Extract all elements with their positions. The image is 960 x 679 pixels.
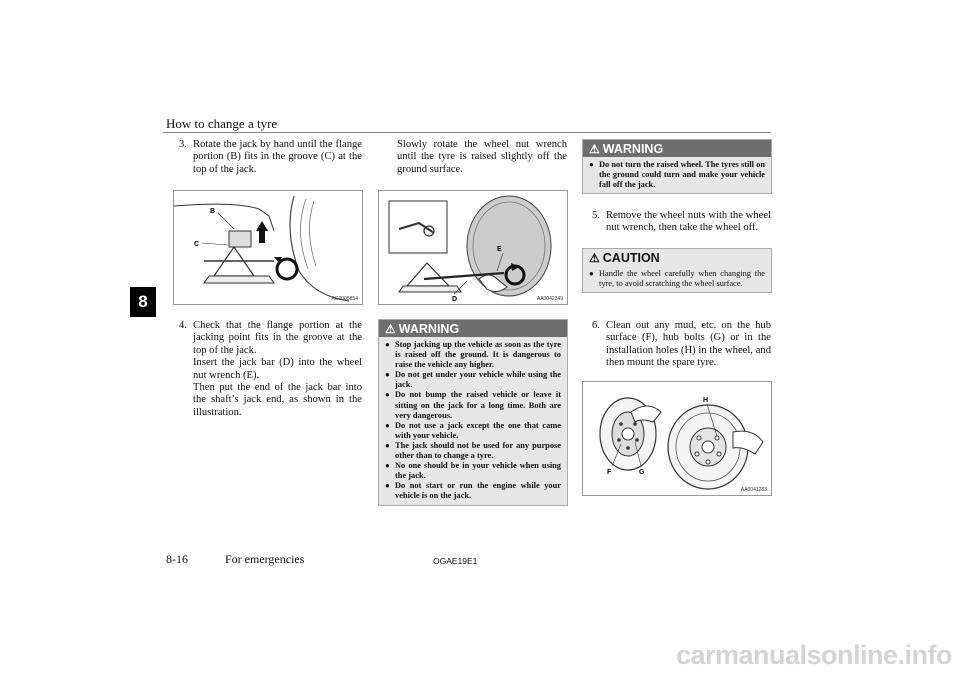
step-4 [179,320,362,419]
warning-header [583,140,771,157]
label-d: D [452,296,458,303]
step-6 [592,320,771,370]
warning-triangle-icon: ⚠ [589,141,600,156]
warning-box-jacking [378,319,568,506]
figure-code: AA0041283 [740,487,767,493]
document-code: OGAE19E1 [433,556,478,566]
caution-triangle-icon: ⚠ [589,250,600,265]
section-name: For emergencies [225,552,305,566]
page-header-title: How to change a tyre [166,116,278,131]
bullet-icon: ● [385,370,390,380]
step-number: 6. [592,320,600,331]
caution-item: ● Handle the wheel carefully when changing the tyre, to avoid scratching the wheel surface. [589,269,765,289]
warning-item: ● Stop jacking up the vehicle as soon as the tyre is raised off the ground. It is dangerous to raise the vehicle any higher. [385,340,561,370]
bullet-icon: ● [589,160,594,169]
bullet-icon: ● [385,420,390,430]
warning-box-wheel [582,139,772,194]
warning-triangle-icon: ⚠ [385,321,396,336]
header-rule [163,132,771,133]
label-f: F [607,469,612,476]
step-number: 3. [179,139,187,150]
warning-title: WARNING [602,141,664,156]
bullet-icon: ● [385,440,390,450]
warning-item: ● No one should be in your vehicle when using the jack. [385,461,561,481]
bullet-icon: ● [385,481,390,491]
label-e: E [497,246,502,253]
warning-item: ● The jack should not be used for any purpose other than to change a tyre. [385,440,561,461]
step-text: Remove the wheel nuts with the wheel nut wrench, then take the wheel off. [606,210,771,234]
warning-item: ● Do not use a jack except the one that came with your vehicle. [385,420,561,440]
bullet-icon: ● [589,269,594,278]
step-text: Rotate the jack by hand until the flange portion (B) fits in the groove (C) at the top of the jack. [193,139,362,175]
step-text: Clean out any mud, etc. on the hub surface (F), hub bolts (G) or in the installation holes (H) in the wheel, and then mount the spare tyre. [606,320,771,369]
label-b: B [210,208,216,215]
bullet-icon: ● [385,390,390,400]
jack-bar-illustration [379,191,567,304]
warning-item: ● Do not bump the raised vehicle or leave it sitting on the jack for a long time. Both are very dangerous. [385,390,561,420]
chapter-tab: 8 [130,287,156,317]
jack-flange-illustration [174,191,362,304]
bullet-icon: ● [385,461,390,471]
step-4-line-1: Check that the flange portion at the jacking point fits in the groove at the top of the jack. [193,320,362,356]
step-4-line-3: Then put the end of the jack bar into the shaft’s jack end, as shown in the illustration. [193,382,362,418]
warning-item: ● Do not start or run the engine while your vehicle is on the jack. [385,481,561,501]
caution-box [582,248,772,293]
warning-header [379,320,567,337]
step-number: 5. [592,210,600,221]
figure-hub-cleaning [582,381,772,496]
warning-title: WARNING [398,321,460,336]
step-5 [592,210,771,235]
warning-item: ● Do not get under your vehicle while using the jack. [385,370,561,390]
step-4-line-2: Insert the jack bar (D) into the wheel nut wrench (E). [193,357,362,381]
figure-jack-flange [173,190,363,305]
figure-jack-bar [378,190,568,305]
warning-item: ● Do not turn the raised wheel. The tyres still on the ground could turn and make your vehicle fall off the jack. [589,160,765,190]
caution-header [583,249,771,266]
figure-code: AA0042349 [536,296,563,302]
hub-cleaning-illustration [583,382,771,495]
step-number: 4. [179,320,187,331]
caution-title: CAUTION [602,250,660,265]
label-c: C [194,241,200,248]
figure-code: AG0005854 [331,296,358,302]
intro-paragraph: Slowly rotate the wheel nut wrench until the tyre is raised slightly off the ground surface. [397,139,567,175]
label-g: G [639,469,645,476]
bullet-icon: ● [385,340,390,349]
step-3 [179,139,362,176]
label-h: H [703,397,709,404]
page-number: 8-16 [166,552,188,566]
site-watermark: carmanualsonline.info [675,640,952,670]
